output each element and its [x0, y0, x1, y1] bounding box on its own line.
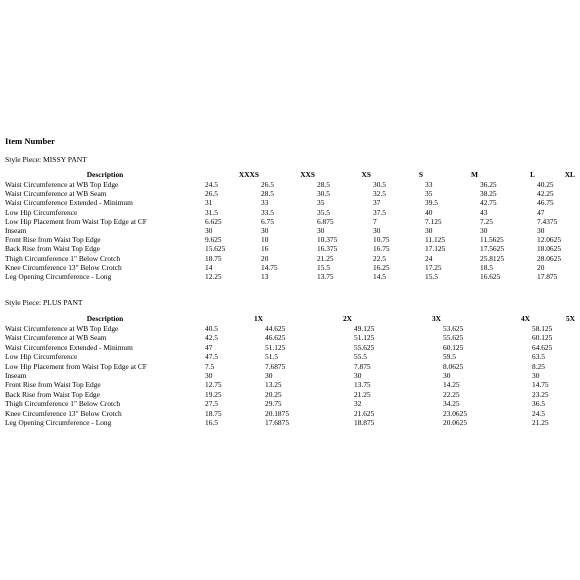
- measurement-cell: 24.5: [532, 408, 545, 418]
- measurement-cell: 25.8125: [480, 253, 505, 263]
- column-header-size: M: [471, 170, 478, 179]
- measurement-cell: 39.5: [425, 198, 438, 208]
- measurement-cell: 6.875: [317, 216, 334, 226]
- row-description: Inseam: [5, 370, 27, 380]
- measurement-cell: 51.125: [265, 342, 286, 352]
- measurement-cell: 35: [317, 198, 325, 208]
- measurement-cell: 14: [205, 262, 213, 272]
- measurement-cell: 33.5: [261, 207, 274, 217]
- measurement-cell: 30: [205, 225, 213, 235]
- measurement-cell: 38.25: [480, 189, 497, 199]
- measurement-cell: 28.5: [261, 189, 274, 199]
- measurement-cell: 34.25: [443, 399, 460, 409]
- row-description: Back Rise from Waist Top Edge: [5, 244, 100, 254]
- measurement-cell: 60.125: [443, 342, 464, 352]
- measurement-cell: 30: [537, 225, 545, 235]
- measurement-cell: 30: [261, 225, 269, 235]
- measurement-cell: 7.4375: [537, 216, 558, 226]
- measurement-cell: 30.5: [317, 189, 330, 199]
- column-header-size: 1X: [253, 314, 263, 323]
- measurement-cell: 36.25: [480, 180, 497, 189]
- column-header-size: XL: [564, 170, 575, 179]
- style-piece-missy: Style Piece: MISSY PANT: [5, 155, 87, 164]
- measurement-cell: 35: [425, 189, 433, 199]
- measurement-cell: 17.6875: [265, 417, 290, 427]
- measurement-cell: 23.25: [532, 389, 549, 399]
- measurement-cell: 30: [265, 370, 273, 380]
- measurement-cell: 36.5: [532, 399, 545, 409]
- measurement-cell: 44.625: [265, 324, 286, 333]
- measurement-cell: 46.625: [265, 333, 286, 343]
- column-header-size: XXS: [300, 170, 315, 179]
- measurement-cell: 13: [261, 271, 269, 281]
- measurement-cell: 46.75: [537, 198, 554, 208]
- measurement-cell: 31.5: [205, 207, 218, 217]
- measurement-cell: 51.5: [265, 352, 278, 362]
- measurement-cell: 42.5: [205, 333, 218, 343]
- measurement-cell: 17.125: [425, 244, 446, 254]
- measurement-cell: 49.125: [354, 324, 375, 333]
- table-row: [5, 218, 577, 227]
- measurement-cell: 7.5: [205, 361, 215, 371]
- measurement-cell: 42.25: [537, 189, 554, 199]
- measurement-cell: 11.125: [425, 235, 446, 245]
- measurement-cell: 30: [205, 370, 213, 380]
- column-header-size: 2X: [342, 314, 352, 323]
- measurement-cell: 30: [443, 370, 451, 380]
- measurement-cell: 37.5: [373, 207, 386, 217]
- measurement-cell: 18.75: [205, 408, 222, 418]
- measurement-cell: 16.75: [373, 244, 390, 254]
- measurement-cell: 8.25: [532, 361, 545, 371]
- column-header-size: 5X: [565, 314, 575, 323]
- measurement-cell: 55.625: [354, 342, 375, 352]
- missy-size-table: [5, 171, 577, 282]
- measurement-cell: 14.75: [532, 380, 549, 390]
- column-header-description: Description: [86, 314, 124, 323]
- measurement-cell: 18.875: [354, 417, 375, 427]
- measurement-cell: 47: [205, 342, 213, 352]
- measurement-cell: 26.5: [205, 189, 218, 199]
- measurement-cell: 7.25: [480, 216, 493, 226]
- row-description: Waist Circumference at WB Top Edge: [5, 324, 119, 333]
- measurement-cell: 10.75: [373, 235, 390, 245]
- measurement-cell: 16.625: [480, 271, 501, 281]
- measurement-cell: 14.25: [443, 380, 460, 390]
- measurement-cell: 43: [480, 207, 488, 217]
- row-description: Low Hip Circumference: [5, 352, 78, 362]
- measurement-cell: 47: [537, 207, 545, 217]
- measurement-cell: 40: [425, 207, 433, 217]
- measurement-cell: 21.25: [354, 389, 371, 399]
- column-header-size: L: [530, 170, 535, 179]
- measurement-cell: 17.5625: [480, 244, 505, 254]
- measurement-cell: 7: [373, 216, 377, 226]
- measurement-cell: 30: [425, 225, 433, 235]
- row-description: Waist Circumference at WB Top Edge: [5, 180, 119, 189]
- measurement-cell: 18.5: [480, 262, 493, 272]
- row-description: Back Rise from Waist Top Edge: [5, 389, 100, 399]
- measurement-cell: 11.5625: [480, 235, 504, 245]
- measurement-cell: 29.75: [265, 399, 282, 409]
- table-row: [5, 199, 577, 208]
- measurement-cell: 20: [261, 253, 269, 263]
- measurement-cell: 17.875: [537, 271, 558, 281]
- measurement-cell: 18.0625: [537, 244, 562, 254]
- measurement-cell: 30.5: [373, 180, 386, 189]
- measurement-cell: 22.25: [443, 389, 460, 399]
- measurement-cell: 20: [537, 262, 545, 272]
- row-description: Low Hip Placement from Waist Top Edge at CF: [5, 361, 147, 371]
- measurement-cell: 35.5: [317, 207, 330, 217]
- row-description: Leg Opening Circumference - Long: [5, 417, 112, 427]
- measurement-cell: 16.375: [317, 244, 338, 254]
- measurement-cell: 58.125: [532, 324, 553, 333]
- row-description: Waist Circumference at WB Seam: [5, 189, 107, 199]
- measurement-cell: 30: [532, 370, 540, 380]
- measurement-cell: 32.5: [373, 189, 386, 199]
- row-description: Inseam: [5, 225, 27, 235]
- column-header-size: 3X: [431, 314, 441, 323]
- measurement-cell: 59.5: [443, 352, 456, 362]
- measurement-cell: 51.125: [354, 333, 375, 343]
- row-description: Waist Circumference at WB Seam: [5, 333, 107, 343]
- measurement-cell: 26.5: [261, 180, 274, 189]
- row-description: Waist Circumference Extended - Minimum: [5, 342, 133, 352]
- column-header-description: Description: [86, 170, 124, 179]
- measurement-cell: 12.0625: [537, 235, 562, 245]
- measurement-cell: 47.5: [205, 352, 218, 362]
- table-row: [5, 419, 577, 428]
- measurement-cell: 40.5: [205, 324, 218, 333]
- measurement-cell: 13.75: [354, 380, 371, 390]
- measurement-cell: 31: [205, 198, 213, 208]
- measurement-cell: 24.5: [205, 180, 218, 189]
- measurement-cell: 30: [317, 225, 325, 235]
- row-description: Thigh Circumference 1" Below Crotch: [5, 253, 121, 263]
- row-description: Knee Circumference 13" Below Crotch: [5, 408, 122, 418]
- item-number-heading: Item Number: [5, 136, 55, 146]
- measurement-cell: 9.625: [205, 235, 222, 245]
- measurement-cell: 64.625: [532, 342, 553, 352]
- style-piece-plus: Style Piece: PLUS PANT: [5, 298, 83, 307]
- row-description: Low Hip Circumference: [5, 207, 78, 217]
- measurement-cell: 55.5: [354, 352, 367, 362]
- measurement-cell: 33: [425, 180, 433, 189]
- measurement-cell: 21.625: [354, 408, 375, 418]
- measurement-cell: 14.5: [373, 271, 386, 281]
- row-description: Waist Circumference Extended - Minimum: [5, 198, 133, 208]
- row-description: Knee Circumference 13" Below Crotch: [5, 262, 122, 272]
- column-header-size: 4X: [520, 314, 530, 323]
- measurement-cell: 7.875: [354, 361, 371, 371]
- measurement-cell: 60.125: [532, 333, 553, 343]
- measurement-cell: 12.25: [205, 271, 222, 281]
- measurement-cell: 42.75: [480, 198, 497, 208]
- measurement-cell: 21.25: [532, 417, 549, 427]
- measurement-cell: 37: [373, 198, 381, 208]
- measurement-cell: 22.5: [373, 253, 386, 263]
- measurement-cell: 10: [261, 235, 269, 245]
- table-row: [5, 363, 577, 372]
- measurement-cell: 53.625: [443, 324, 464, 333]
- measurement-cell: 30: [354, 370, 362, 380]
- measurement-cell: 16: [261, 244, 269, 254]
- measurement-cell: 15.5: [317, 262, 330, 272]
- measurement-cell: 24: [425, 253, 433, 263]
- table-row: [5, 344, 577, 353]
- measurement-cell: 28.5: [317, 180, 330, 189]
- row-description: Front Rise from Waist Top Edge: [5, 235, 101, 245]
- plus-size-table: [5, 315, 577, 428]
- measurement-cell: 16.25: [373, 262, 390, 272]
- measurement-cell: 7.125: [425, 216, 442, 226]
- measurement-cell: 12.75: [205, 380, 222, 390]
- measurement-cell: 7.6875: [265, 361, 286, 371]
- measurement-cell: 13.75: [317, 271, 334, 281]
- measurement-cell: 18.75: [205, 253, 222, 263]
- measurement-cell: 14.75: [261, 262, 278, 272]
- row-description: Low Hip Placement from Waist Top Edge at CF: [5, 216, 147, 226]
- measurement-cell: 28.0625: [537, 253, 562, 263]
- measurement-cell: 40.25: [537, 180, 554, 189]
- measurement-cell: 33: [261, 198, 269, 208]
- measurement-cell: 27.5: [205, 399, 218, 409]
- measurement-cell: 55.625: [443, 333, 464, 343]
- column-header-size: XXXS: [238, 170, 259, 179]
- measurement-cell: 15.5: [425, 271, 438, 281]
- table-row: [5, 273, 577, 282]
- column-header-size: XS: [361, 170, 371, 179]
- measurement-cell: 63.5: [532, 352, 545, 362]
- measurement-cell: 15.625: [205, 244, 226, 254]
- measurement-cell: 21.25: [317, 253, 334, 263]
- measurement-cell: 13.25: [265, 380, 282, 390]
- measurement-cell: 23.0625: [443, 408, 468, 418]
- measurement-cell: 6.625: [205, 216, 222, 226]
- measurement-cell: 20.1875: [265, 408, 290, 418]
- measurement-cell: 8.0625: [443, 361, 464, 371]
- measurement-cell: 32: [354, 399, 362, 409]
- column-header-size: S: [418, 170, 423, 179]
- measurement-cell: 19.25: [205, 389, 222, 399]
- row-description: Front Rise from Waist Top Edge: [5, 380, 101, 390]
- measurement-cell: 20.0625: [443, 417, 468, 427]
- measurement-cell: 30: [480, 225, 488, 235]
- row-description: Thigh Circumference 1" Below Crotch: [5, 399, 121, 409]
- row-description: Leg Opening Circumference - Long: [5, 271, 112, 281]
- measurement-cell: 17.25: [425, 262, 442, 272]
- measurement-cell: 10.375: [317, 235, 338, 245]
- measurement-cell: 16.5: [205, 417, 218, 427]
- measurement-cell: 20.25: [265, 389, 282, 399]
- measurement-cell: 6.75: [261, 216, 274, 226]
- measurement-cell: 30: [373, 225, 381, 235]
